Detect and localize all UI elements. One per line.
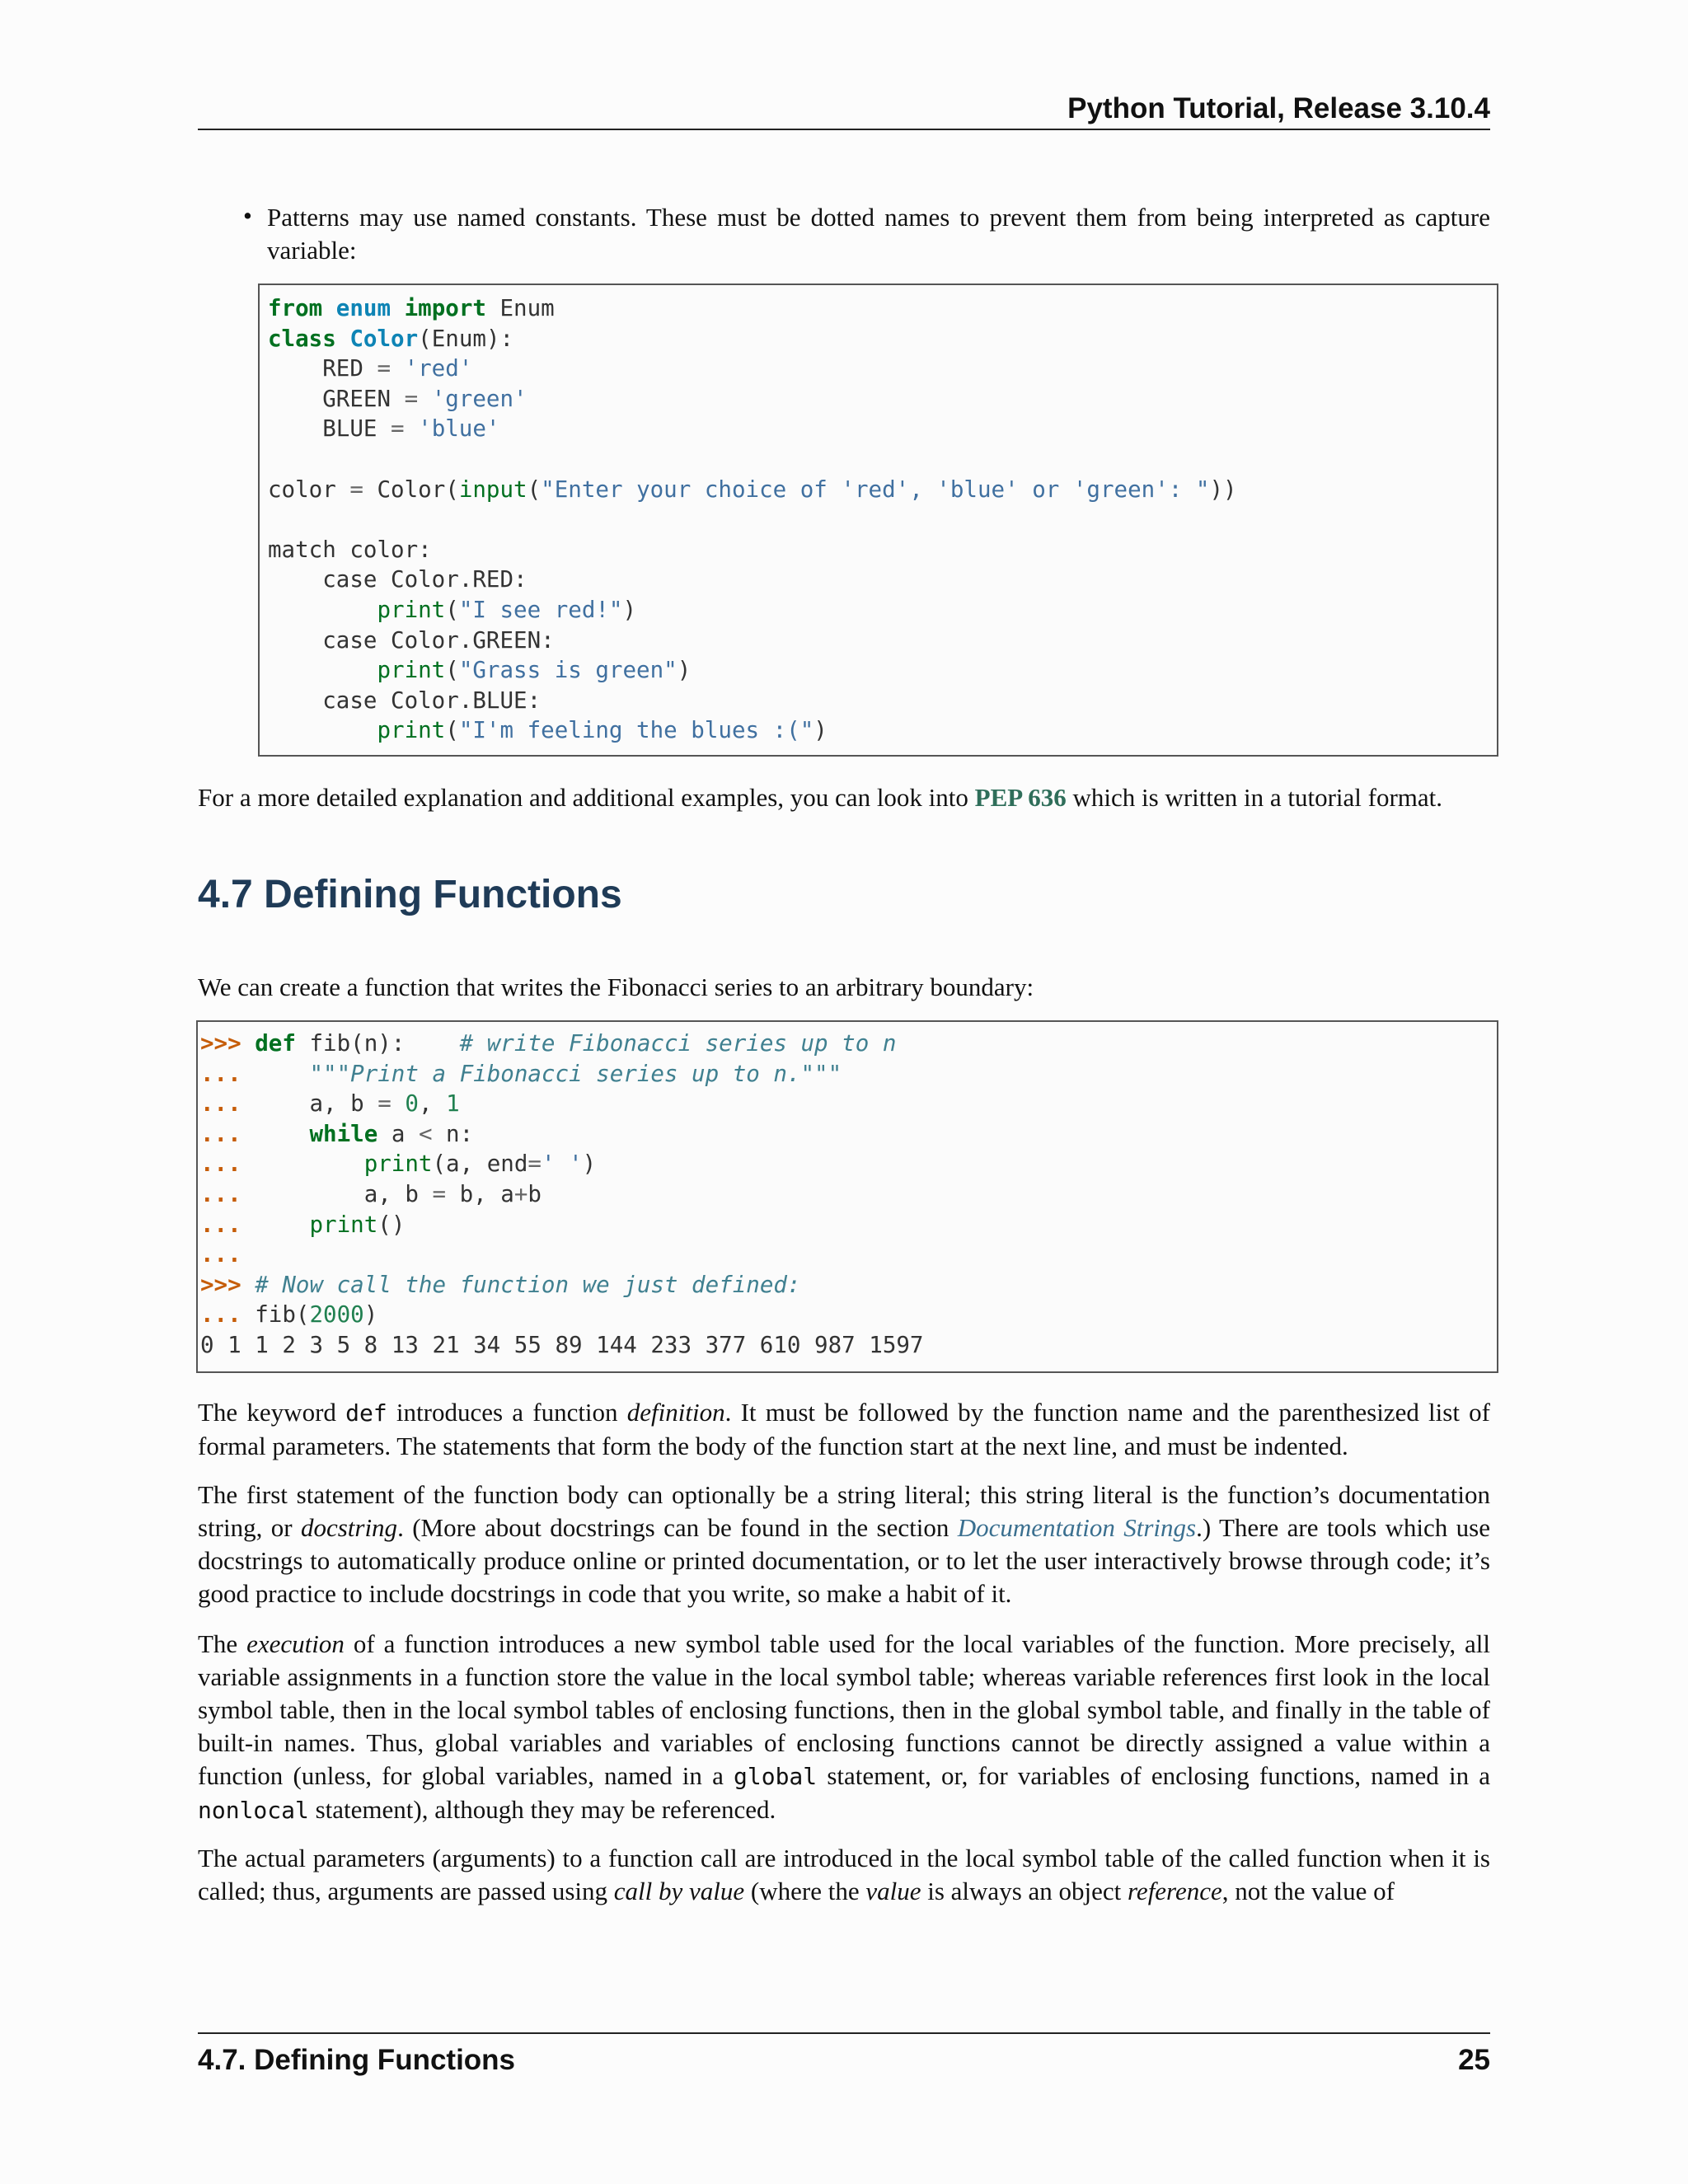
page-number: 25 — [1458, 2044, 1490, 2076]
footer-section-title: 4.7. Defining Functions — [198, 2044, 516, 2076]
code-token: case Color.BLUE: — [268, 687, 542, 714]
paragraph-text: statement, or, for variables of enclosing functions, named in a — [817, 1761, 1490, 1790]
code-token: match color: — [268, 536, 432, 563]
bullet-marker: • — [243, 201, 252, 230]
code-token: print — [377, 596, 446, 623]
documentation-strings-link[interactable]: Documentation Strings — [957, 1513, 1197, 1542]
code-token: fib( — [255, 1301, 310, 1329]
code-token: 2000 — [309, 1301, 364, 1329]
code-token: () — [377, 1211, 406, 1238]
code-token: # Now call the function we just defined: — [255, 1271, 801, 1298]
code-token: color — [268, 476, 350, 503]
prompt-token: ... — [200, 1060, 241, 1087]
footer-rule — [198, 2032, 1490, 2034]
code-token: , — [418, 1090, 447, 1118]
code-token: Enum — [485, 295, 555, 321]
bullet-text: Patterns may use named constants. These must be dotted names to prevent them from being interpreted as capture variable: — [267, 203, 1490, 265]
code-token: print — [377, 657, 446, 684]
code-token: ( — [445, 657, 459, 684]
code-token: import — [404, 295, 486, 321]
code-token — [268, 597, 377, 623]
code-token: = — [349, 476, 363, 503]
code-token: class — [268, 325, 336, 352]
inline-code: nonlocal — [198, 1797, 309, 1824]
code-token — [241, 1181, 364, 1207]
code-token: ' ' — [541, 1151, 583, 1178]
code-token: input — [458, 476, 528, 503]
code-token: 'red' — [391, 355, 473, 382]
code-token: case Color.RED: — [268, 566, 528, 593]
code-token: (a, end — [432, 1151, 528, 1178]
code-token: (Enum): — [418, 325, 514, 352]
section-heading: 4.7 Defining Functions — [198, 873, 622, 916]
code-token: 'blue' — [404, 415, 500, 443]
paragraph-text: For a more detailed explanation and additional examples, you can look into — [198, 783, 975, 812]
code-token: ) — [363, 1301, 378, 1329]
code-token: GREEN — [268, 385, 405, 412]
code-token: print — [363, 1151, 433, 1178]
code-token: def — [255, 1030, 296, 1057]
code-token: = — [377, 1090, 392, 1118]
paragraph-text: is always an object — [921, 1877, 1128, 1905]
code-output: 0 1 1 2 3 5 8 13 21 34 55 89 144 233 377 610 987 1597 — [200, 1331, 924, 1358]
emphasis: docstring — [300, 1513, 398, 1542]
code-token: + — [513, 1180, 528, 1207]
code-token: "Grass is green" — [458, 657, 678, 684]
emphasis: execution — [246, 1629, 345, 1658]
code-token: while — [309, 1120, 378, 1147]
code-listing-fib — [198, 1022, 1497, 1361]
code-token: = — [528, 1151, 542, 1178]
code-token: enum — [335, 295, 392, 321]
paragraph-text: , not the value of — [1221, 1877, 1395, 1905]
code-token: )) — [1209, 476, 1237, 503]
prompt-token: ... — [200, 1180, 241, 1207]
prompt-token: ... — [200, 1301, 241, 1329]
code-token: ( — [527, 476, 542, 503]
code-token: """Print a Fibonacci series up to n.""" — [309, 1060, 842, 1087]
paragraph-docstring — [198, 1479, 1490, 1610]
paragraph-text: introduces a function — [387, 1398, 627, 1427]
code-token: print — [377, 717, 446, 744]
paragraph-execution — [198, 1628, 1490, 1827]
paragraph-text: The — [198, 1629, 247, 1658]
code-token — [241, 1212, 310, 1238]
code-token: # write Fibonacci series up to n — [459, 1030, 897, 1057]
code-token — [268, 717, 377, 743]
code-token: "Enter your choice of 'red', 'blue' or 'green': " — [541, 476, 1210, 503]
code-token: 'green' — [418, 385, 528, 412]
code-token: = — [377, 355, 392, 382]
paragraph-text: The first statement of the function body can optionally be a string literal; this string literal is the function’s documentation string, or — [198, 1480, 1490, 1542]
inline-code: global — [734, 1763, 818, 1790]
paragraph-text: which is written in a tutorial format. — [1066, 783, 1443, 812]
paragraph-text: (where the — [744, 1877, 866, 1905]
pep-636-link[interactable]: PEP 636 — [974, 783, 1067, 812]
code-token: 0 — [405, 1090, 419, 1118]
code-token: Color — [349, 325, 419, 352]
paragraph-def — [198, 1396, 1490, 1463]
code-token — [241, 1121, 310, 1147]
code-token: case Color.GREEN: — [268, 626, 555, 654]
paragraph-text: . It must be followed by the function name and the parenthesized list of formal parameters. The statements that form the body of the function start at the next line, and must be indented. — [198, 1398, 1490, 1460]
paragraph-text: statement), although they may be referenced. — [308, 1795, 776, 1824]
emphasis: call by value — [613, 1877, 745, 1905]
code-token: ( — [445, 596, 459, 623]
code-token: RED — [268, 355, 377, 382]
code-token: BLUE — [268, 415, 392, 443]
running-header: Python Tutorial, Release 3.10.4 — [1067, 92, 1490, 124]
emphasis: value — [865, 1877, 921, 1905]
prompt-token: ... — [200, 1211, 241, 1238]
code-token — [392, 1090, 406, 1117]
code-token: ) — [622, 596, 637, 623]
emphasis: reference — [1128, 1877, 1222, 1905]
code-token: n: — [432, 1120, 474, 1147]
code-token: ( — [445, 717, 459, 744]
pep-reference-paragraph — [198, 781, 1490, 814]
header-rule — [198, 129, 1490, 130]
paragraph-text: The keyword — [198, 1398, 346, 1427]
code-token: Color( — [363, 476, 459, 503]
code-token: "I see red!" — [458, 596, 623, 623]
code-token: fib(n): — [295, 1030, 460, 1057]
paragraph-text: The actual parameters (arguments) to a function call are introduced in the local symbol table of the called function when it is called; thus, arguments are passed using — [198, 1844, 1490, 1905]
code-token: 1 — [446, 1090, 460, 1118]
inline-code: def — [345, 1399, 387, 1427]
code-block-enum — [258, 284, 1498, 757]
code-token — [241, 1061, 310, 1087]
code-token: = — [391, 415, 405, 443]
code-block-fib — [196, 1020, 1498, 1373]
code-token: "I'm feeling the blues :(" — [458, 717, 814, 744]
code-token: < — [418, 1120, 433, 1147]
prompt-token: >>> — [200, 1271, 241, 1298]
code-token: a, b — [363, 1180, 433, 1207]
code-token: = — [404, 385, 419, 412]
prompt-token: ... — [200, 1241, 241, 1268]
code-token: = — [432, 1180, 447, 1207]
code-token — [241, 1151, 364, 1177]
paragraph-text: .) There are tools which use docstrings to automatically produce online or printed documentation, or to let the user interactively browse through code; it’s good practice to include docstrings in code that you write, so make a habit of it. — [198, 1513, 1490, 1608]
prompt-token: >>> — [200, 1030, 241, 1057]
prompt-token: ... — [200, 1120, 241, 1147]
prompt-token: ... — [200, 1090, 241, 1118]
code-token: a — [377, 1120, 419, 1147]
code-listing-enum — [260, 285, 1497, 746]
code-token: ) — [582, 1151, 597, 1178]
code-token: print — [309, 1211, 378, 1238]
code-token — [241, 1090, 310, 1117]
code-token: b, a — [446, 1180, 514, 1207]
code-token: a, b — [309, 1090, 378, 1118]
intro-paragraph: We can create a function that writes the Fibonacci series to an arbitrary boundary: — [198, 972, 1034, 1001]
code-token: b — [528, 1180, 542, 1207]
code-token — [268, 657, 377, 683]
code-token: ) — [814, 717, 828, 744]
prompt-token: ... — [200, 1151, 241, 1178]
code-token: ) — [677, 657, 692, 684]
emphasis: definition — [626, 1398, 725, 1427]
paragraph-text: of a function introduces a new symbol table used for the local variables of the function. More precisely, all variable assignments in a function store the value in the local symbol table; whereas variable references first look in the local symbol table, then in the local symbol tables of enclosing functions, then in the global symbol table, and finally in the table of built-in names. Thus, global variables and variables of enclosing functions cannot be directly assigned a value within a function (unless, for global variables, named in a — [198, 1629, 1490, 1790]
paragraph-text: . (More about docstrings can be found in the section — [397, 1513, 958, 1542]
code-token: from — [268, 295, 323, 321]
paragraph-arguments — [198, 1842, 1490, 1908]
